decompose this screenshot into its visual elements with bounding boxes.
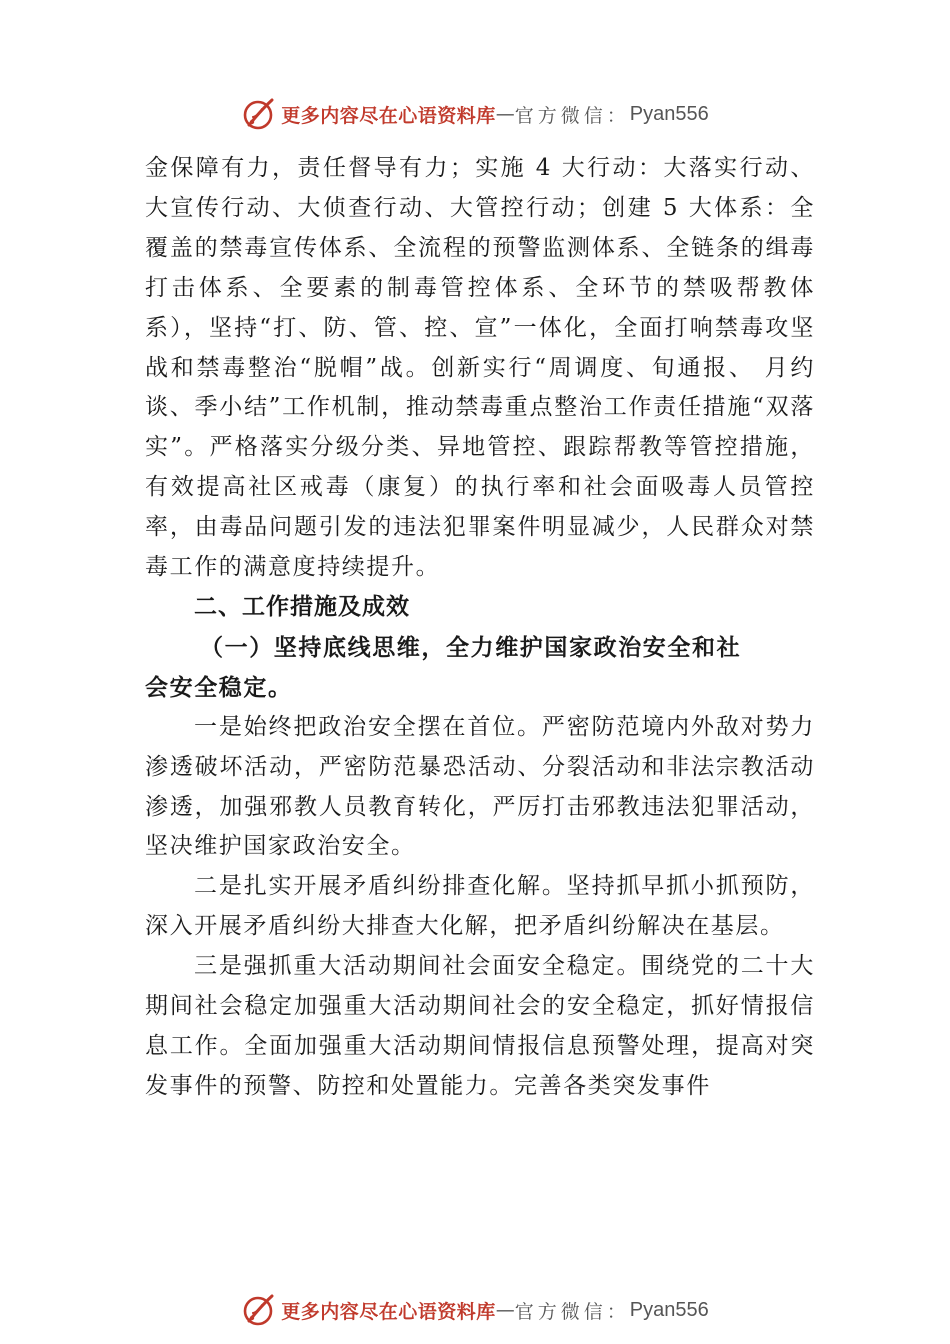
paragraph-political-security: 一是始终把政治安全摆在首位。严密防范境内外敌对势力渗透破坏活动，严密防范暴恐活动、分裂活动和非法宗教活动渗透，加强邪教人员教育转化，严厉打击邪教违法犯罪活动，坚决维护国家政治安全。 (145, 713, 815, 860)
banner-dash: — (495, 1299, 515, 1321)
banner-official-label: 官方微信 (514, 1300, 607, 1323)
brush-logo-icon (241, 1292, 277, 1328)
banner-wechat-id: Pyan556 (629, 102, 709, 125)
subsection-heading-line-1: （一）坚持底线思维，全力维护国家政治安全和社 (200, 633, 742, 661)
paragraph-dispute-resolution: 二是扎实开展矛盾纠纷排查化解。坚持抓早抓小抓预防，深入开展矛盾纠纷大排查大化解，把矛盾纠纷解决在基层。 (145, 873, 815, 940)
header-watermark-banner (0, 94, 950, 134)
section-heading: 二、工作措施及成效 (194, 593, 410, 620)
banner-wechat-id: Pyan556 (629, 1298, 709, 1321)
subsection-heading (145, 628, 815, 708)
banner-colon: ： (606, 1300, 626, 1323)
paragraph-continuation: 金保障有力，责任督导有力；实施 4 大行动：大落实行动、大宣传行动、大侦查行动、大管控行动；创建 5 大体系：全覆盖的禁毒宣传体系、全流程的预警监测体系、全链条的缉毒打击体系、全要素的制毒管控体系、全环节的禁吸帮教体系），坚持“打、防、管、控、宣”一体化，全面打响禁毒攻坚战和禁毒整治“脱帽”战。创新实行“周调度、旬通报、 月约谈、季小结”工作机制，推动禁毒重点整治工作责任措施“双落实”。严格落实分级分类、异地管控、跟踪帮教等管控措施，有效提高社区戒毒（康复）的执行率和社会面吸毒人员管控率，由毒品问题引发的违法犯罪案件明显减少，人民群众对禁毒工作的满意度持续提升。 (145, 155, 815, 581)
document-body (145, 149, 815, 1107)
brush-logo-icon (241, 96, 277, 132)
banner-brand-text: 更多内容尽在心语资料库 (281, 1300, 496, 1323)
banner-dash: — (495, 103, 515, 125)
banner-colon: ： (606, 104, 626, 127)
paragraph-major-events-security: 三是强抓重大活动期间社会面安全稳定。围绕党的二十大期间社会稳定加强重大活动期间社会的安全稳定，抓好情报信息工作。全面加强重大活动期间情报信息预警处理，提高对突发事件的预警、防控和处置能力。完善各类突发事件 (145, 953, 815, 1099)
banner-official-label: 官方微信 (514, 104, 607, 127)
banner-brand-text: 更多内容尽在心语资料库 (281, 104, 496, 127)
footer-watermark-banner (0, 1290, 950, 1330)
subsection-heading-line-2: 会安全稳定。 (145, 673, 293, 701)
